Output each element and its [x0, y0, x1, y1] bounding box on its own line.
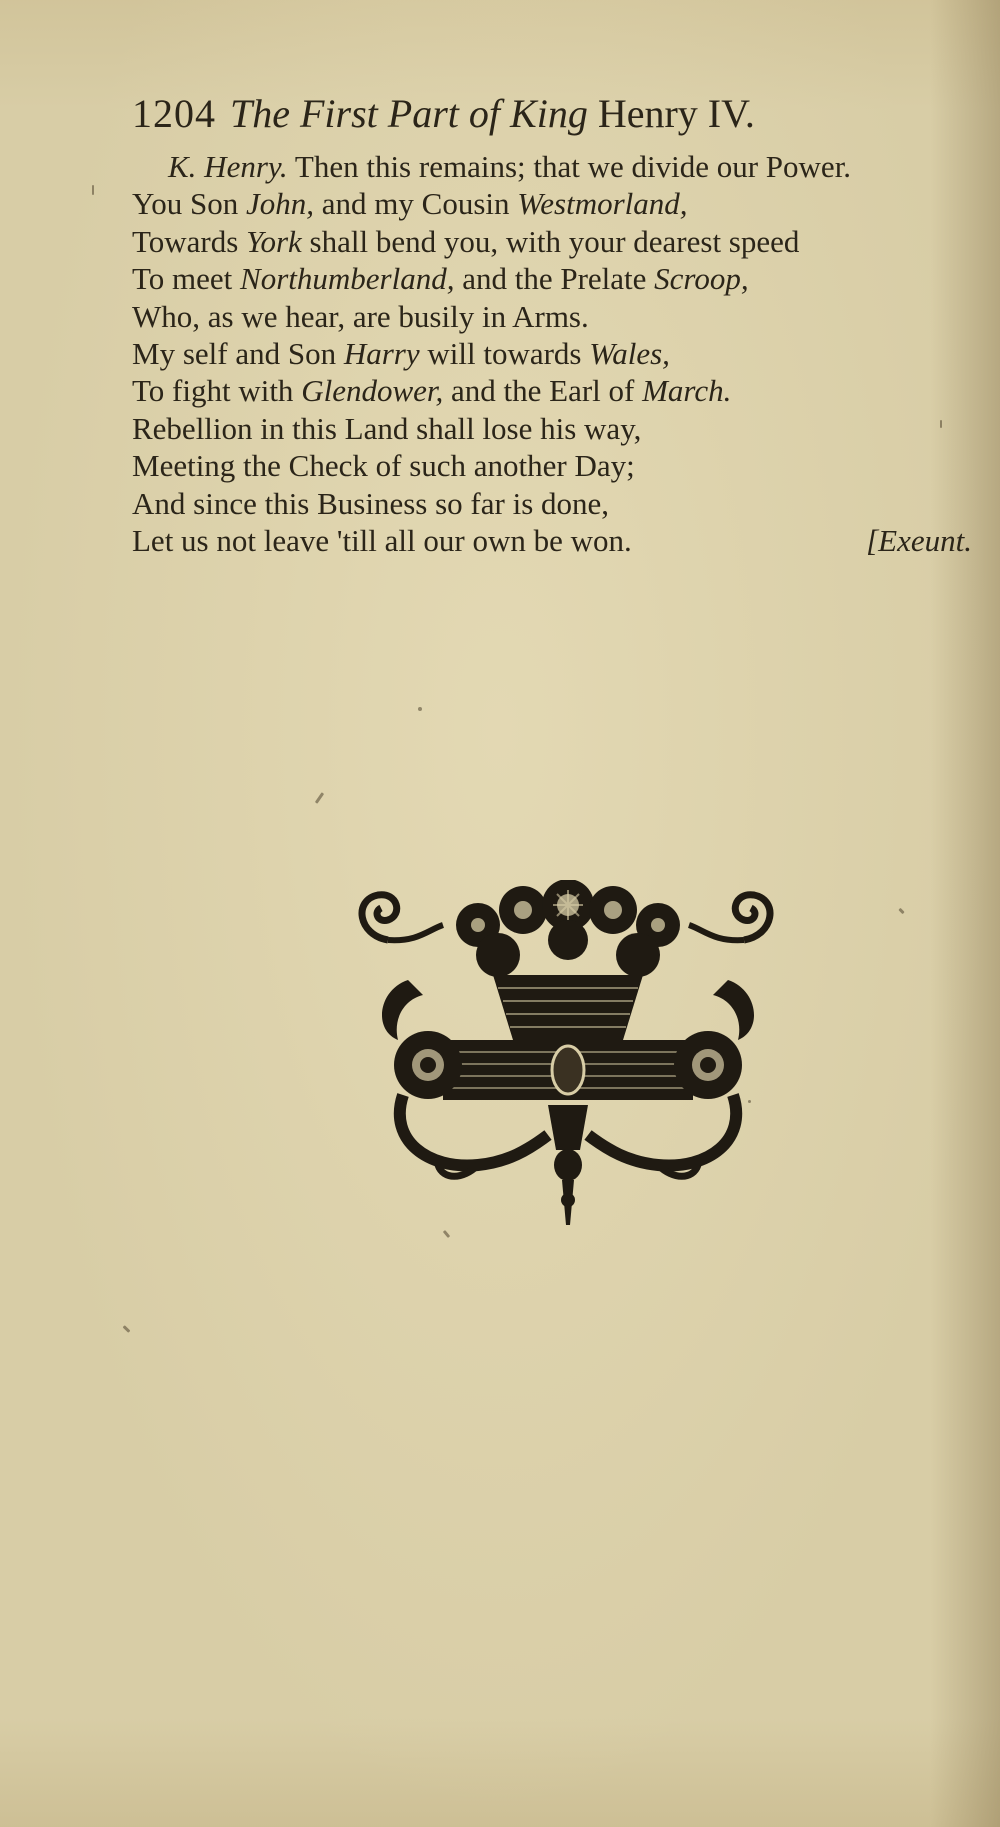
verse-text: Meeting the Check of such another Day; [132, 448, 635, 484]
verse-name: Northumberland, [240, 261, 455, 297]
speaker-name: K. Henry. [168, 149, 288, 184]
verse-name: Wales, [589, 335, 670, 371]
verse-text: To meet [132, 261, 241, 297]
verse-text: My self and Son [132, 335, 344, 371]
verse-name: March. [642, 373, 732, 409]
verse-text: Then this remains; that we divide our Power. [294, 149, 852, 184]
verse-text: will towards [419, 335, 590, 371]
verse-block [132, 148, 972, 559]
verse-line [132, 223, 972, 260]
verse-text: shall bend you, with your dearest speed [301, 223, 800, 259]
verse-line [132, 148, 972, 185]
paper-speck [940, 420, 942, 428]
verse-line [132, 485, 972, 522]
paper-speck [418, 707, 422, 711]
running-title-italic: The First Part of King [230, 91, 588, 136]
verse-line [132, 260, 972, 297]
paper-speck [315, 792, 324, 804]
flower-basket-ornament-icon [348, 880, 784, 1232]
page-number: 1204 [132, 91, 216, 136]
verse-name: Glendower, [301, 373, 444, 409]
verse-line [132, 447, 972, 484]
verse-line [132, 522, 972, 559]
running-title-roman: Henry IV. [597, 91, 755, 136]
verse-line [132, 335, 972, 372]
verse-text: Who, as we hear, are busily in Arms. [132, 298, 589, 334]
verse-line [132, 410, 972, 447]
verse-name: Westmorland, [517, 186, 688, 222]
verse-text: Towards [132, 223, 247, 259]
paper-speck [92, 185, 94, 195]
verse-name: John, [246, 186, 315, 222]
verse-name: Scroop, [654, 261, 749, 297]
paper-speck [898, 908, 904, 914]
verse-text: Let us not leave 'till all our own be won. [132, 522, 632, 558]
verse-text: and my Cousin [314, 186, 518, 222]
verse-text: and the Prelate [454, 261, 655, 297]
verse-text: and the Earl of [443, 373, 643, 409]
verse-line [132, 372, 972, 409]
verse-line [132, 185, 972, 222]
verse-text: And since this Business so far is done, [132, 485, 610, 521]
verse-text: To fight with [132, 373, 302, 409]
stage-direction: [Exeunt. [866, 522, 972, 558]
paper-speck [748, 1100, 751, 1103]
verse-text: You Son [132, 186, 247, 222]
running-head [132, 84, 912, 144]
verse-line [132, 298, 972, 335]
paper-speck [123, 1325, 131, 1333]
verse-name: York [246, 223, 302, 259]
verse-name: Harry [343, 335, 420, 371]
verse-text: Rebellion in this Land shall lose his way, [132, 410, 642, 446]
